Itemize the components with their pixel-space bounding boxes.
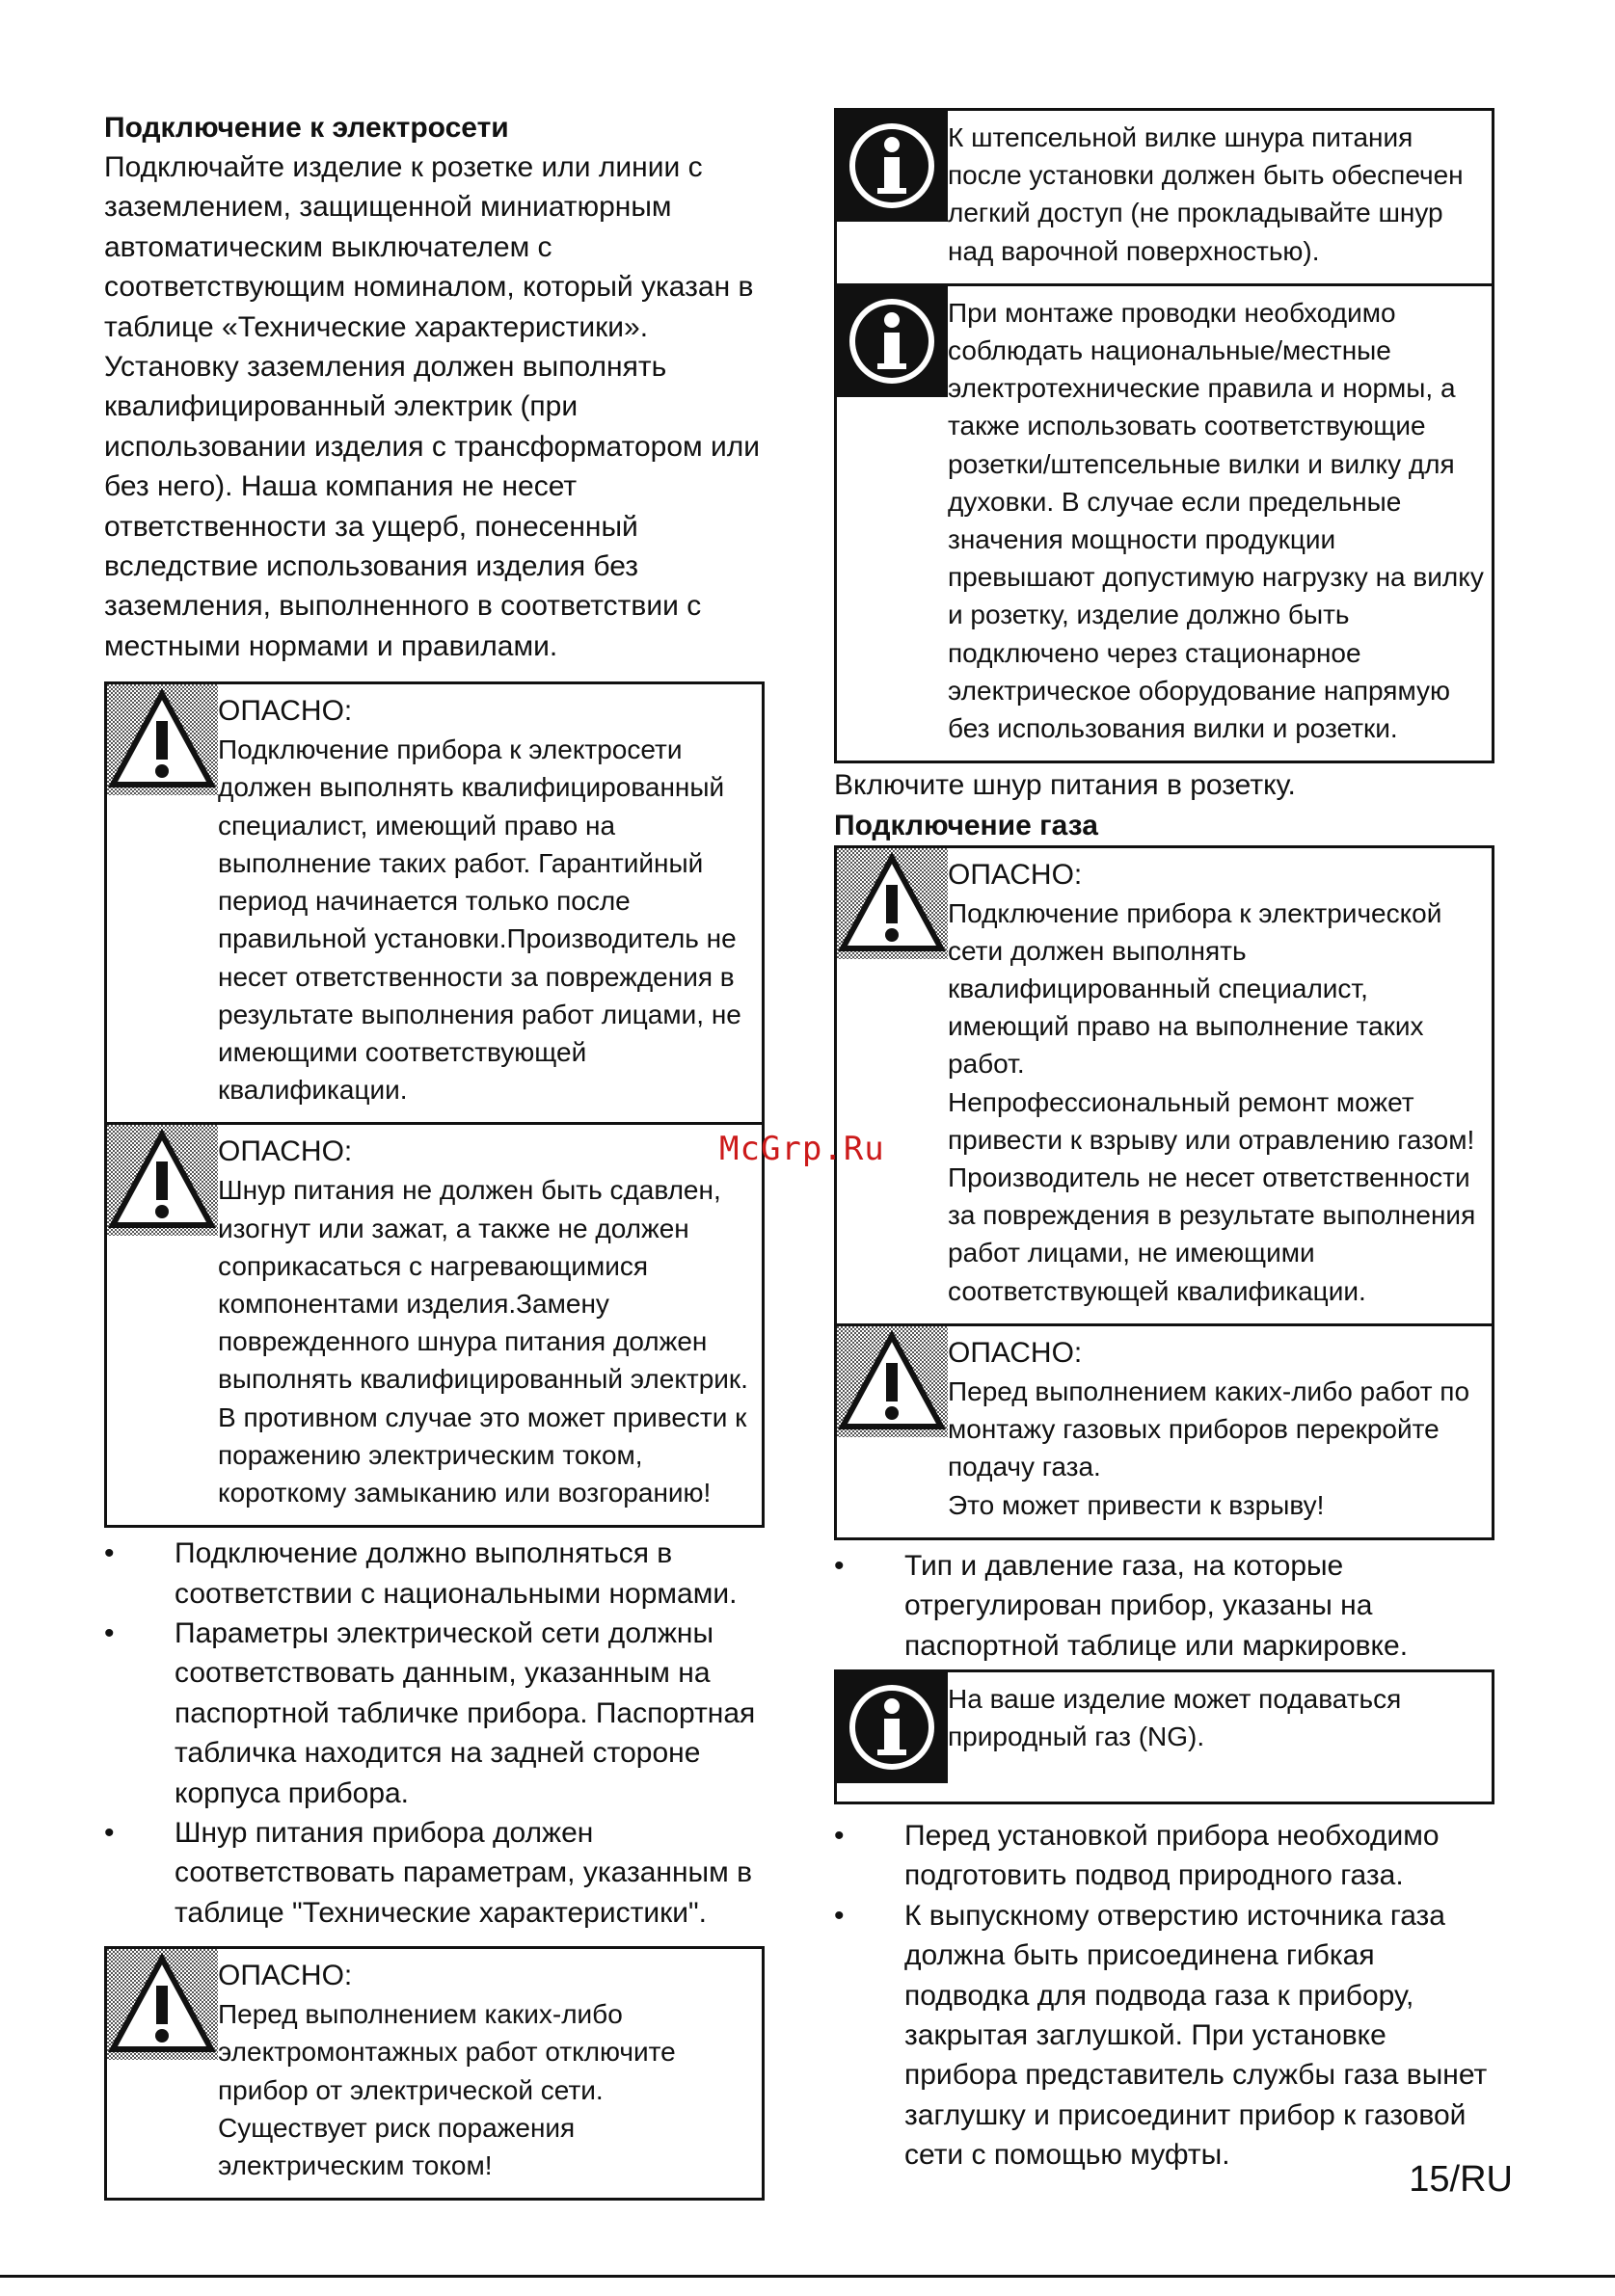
info-text: К штепсельной вилке шнура питания после установки должен быть обеспечен легкий доступ (не прокладывайте шнур над варочной поверхностью). [948, 122, 1464, 266]
warning-triangle-icon [837, 1326, 948, 1437]
warning-triangle-icon [837, 848, 948, 959]
info-icon [837, 1672, 948, 1783]
info-icon [837, 286, 948, 397]
left-column [104, 108, 765, 2201]
gas-type-bullet [834, 1546, 1494, 1666]
warning-title: ОПАСНО: [218, 1960, 353, 1992]
bottom-divider [0, 2275, 1615, 2278]
warning-title: ОПАСНО: [948, 1336, 1083, 1369]
warning-text: Перед выполнением каких-либо электромонтажных работ отключите прибор от электрической сети. Существует риск поражения электрическим током! [218, 1999, 676, 2181]
info-box-2 [834, 286, 1494, 763]
warning-box-2 [104, 1125, 765, 1528]
warning-text: Это может привести к взрыву! [948, 1489, 1325, 1520]
page-number: 15/RU [1409, 2159, 1513, 2200]
list-item: • К выпускному отверстию источника газа должна быть присоединена гибкая подводка для подвода газа к прибору, закрытая заглушкой. При установке прибора представитель службы газа вынет заглушку и присоединит прибор к газовой сети с помощью муфты. [834, 1896, 1494, 2176]
watermark: McGrp.Ru [719, 1130, 885, 1168]
plug-in-text: Включите шнур питания в розетку. [834, 769, 1296, 802]
info-box-1 [834, 108, 1494, 286]
warning-box-1 [104, 681, 765, 1125]
warning-box-5 [834, 1326, 1494, 1540]
list-item: • Параметры электрической сети должны соответствовать данным, указанным на паспортной табличке прибора. Паспортная табличка находится на задней стороне корпуса прибора. [104, 1614, 765, 1813]
list-item: • Перед установкой прибора необходимо подготовить подвод природного газа. [834, 1816, 1494, 1896]
list-item: • Тип и давление газа, на которые отрегулирован прибор, указаны на паспортной таблице или маркировке. [834, 1546, 1494, 1666]
info-icon [837, 111, 948, 222]
warning-title: ОПАСНО: [218, 695, 353, 728]
electric-bullet-list [104, 1534, 765, 1933]
warning-text: Непрофессиональный ремонт может привести к взрыву или отравлению газом! Производитель не несет ответственности за повреждения в результате выполнения работ лицами, не имеющими соответствующей квалификации. [948, 1086, 1476, 1306]
warning-triangle-icon [107, 1125, 218, 1236]
warning-text: Подключение прибора к электрической сети должен выполнять квалифицированный специалист, имеющий право на выполнение таких работ. [948, 897, 1442, 1080]
warning-box-4 [834, 845, 1494, 1326]
gas-bullet-list [834, 1816, 1494, 2176]
warning-title: ОПАСНО: [948, 858, 1083, 891]
list-item: • Подключение должно выполняться в соответствии с национальными нормами. [104, 1534, 765, 1614]
info-box-3 [834, 1669, 1494, 1804]
list-item: • Шнур питания прибора должен соответствовать параметрам, указанным в таблице "Технические характеристики". [104, 1813, 765, 1933]
warning-title: ОПАСНО: [218, 1135, 353, 1168]
section-title-electric: Подключение к электросети [104, 112, 509, 144]
intro-paragraph: Подключайте изделие к розетке или линии с заземлением, защищенной миниатюрным автоматическим выключателем с соответствующим номиналом, который указан в таблице «Технические характеристики». Установку заземления должен выполнять квалифицированный электрик (при использовании изделия с трансформатором или без него). Наша компания не несет ответственности за ущерб, понесенный вследствие использования изделия без заземления, выполненного в соответствии с местными нормами и правилами. [104, 151, 761, 662]
warning-triangle-icon [107, 1949, 218, 2060]
warning-triangle-icon [107, 684, 218, 795]
right-column [834, 108, 1494, 2176]
warning-box-3 [104, 1946, 765, 2201]
info-text: При монтаже проводки необходимо соблюдать национальные/местные электротехнические правила и нормы, а также использовать соответствующие розетки/штепсельные вилки и вилку для духовки. В случае если предельные значения мощности продукции превышают допустимую нагрузку на вилку и розетку, изделие должно быть подключено через стационарное электрическое оборудование напрямую без использования вилки и розетки. [948, 297, 1484, 744]
info-text: На ваше изделие может подаваться природный газ (NG). [948, 1683, 1402, 1752]
warning-text: Перед выполнением каких-либо работ по монтажу газовых приборов перекройте подачу газа. [948, 1375, 1470, 1482]
warning-text: Подключение прибора к электросети должен выполнять квалифицированный специалист, имеющий право на выполнение таких работ. Гарантийный период начинается только после правильной установки.Производитель не несет ответственности за повреждения в результате выполнения работ лицами, не имеющими соответствующей квалификации. [218, 734, 741, 1106]
section-title-gas: Подключение газа [834, 809, 1098, 841]
warning-text: Шнур питания не должен быть сдавлен, изогнут или зажат, а также не должен соприкасаться с нагревающимися компонентами изделия.Замену поврежденного шнура питания должен выполнять квалифицированный электрик. В противном случае это может привести к поражению электрическим током, короткому замыканию или возгоранию! [218, 1175, 748, 1508]
